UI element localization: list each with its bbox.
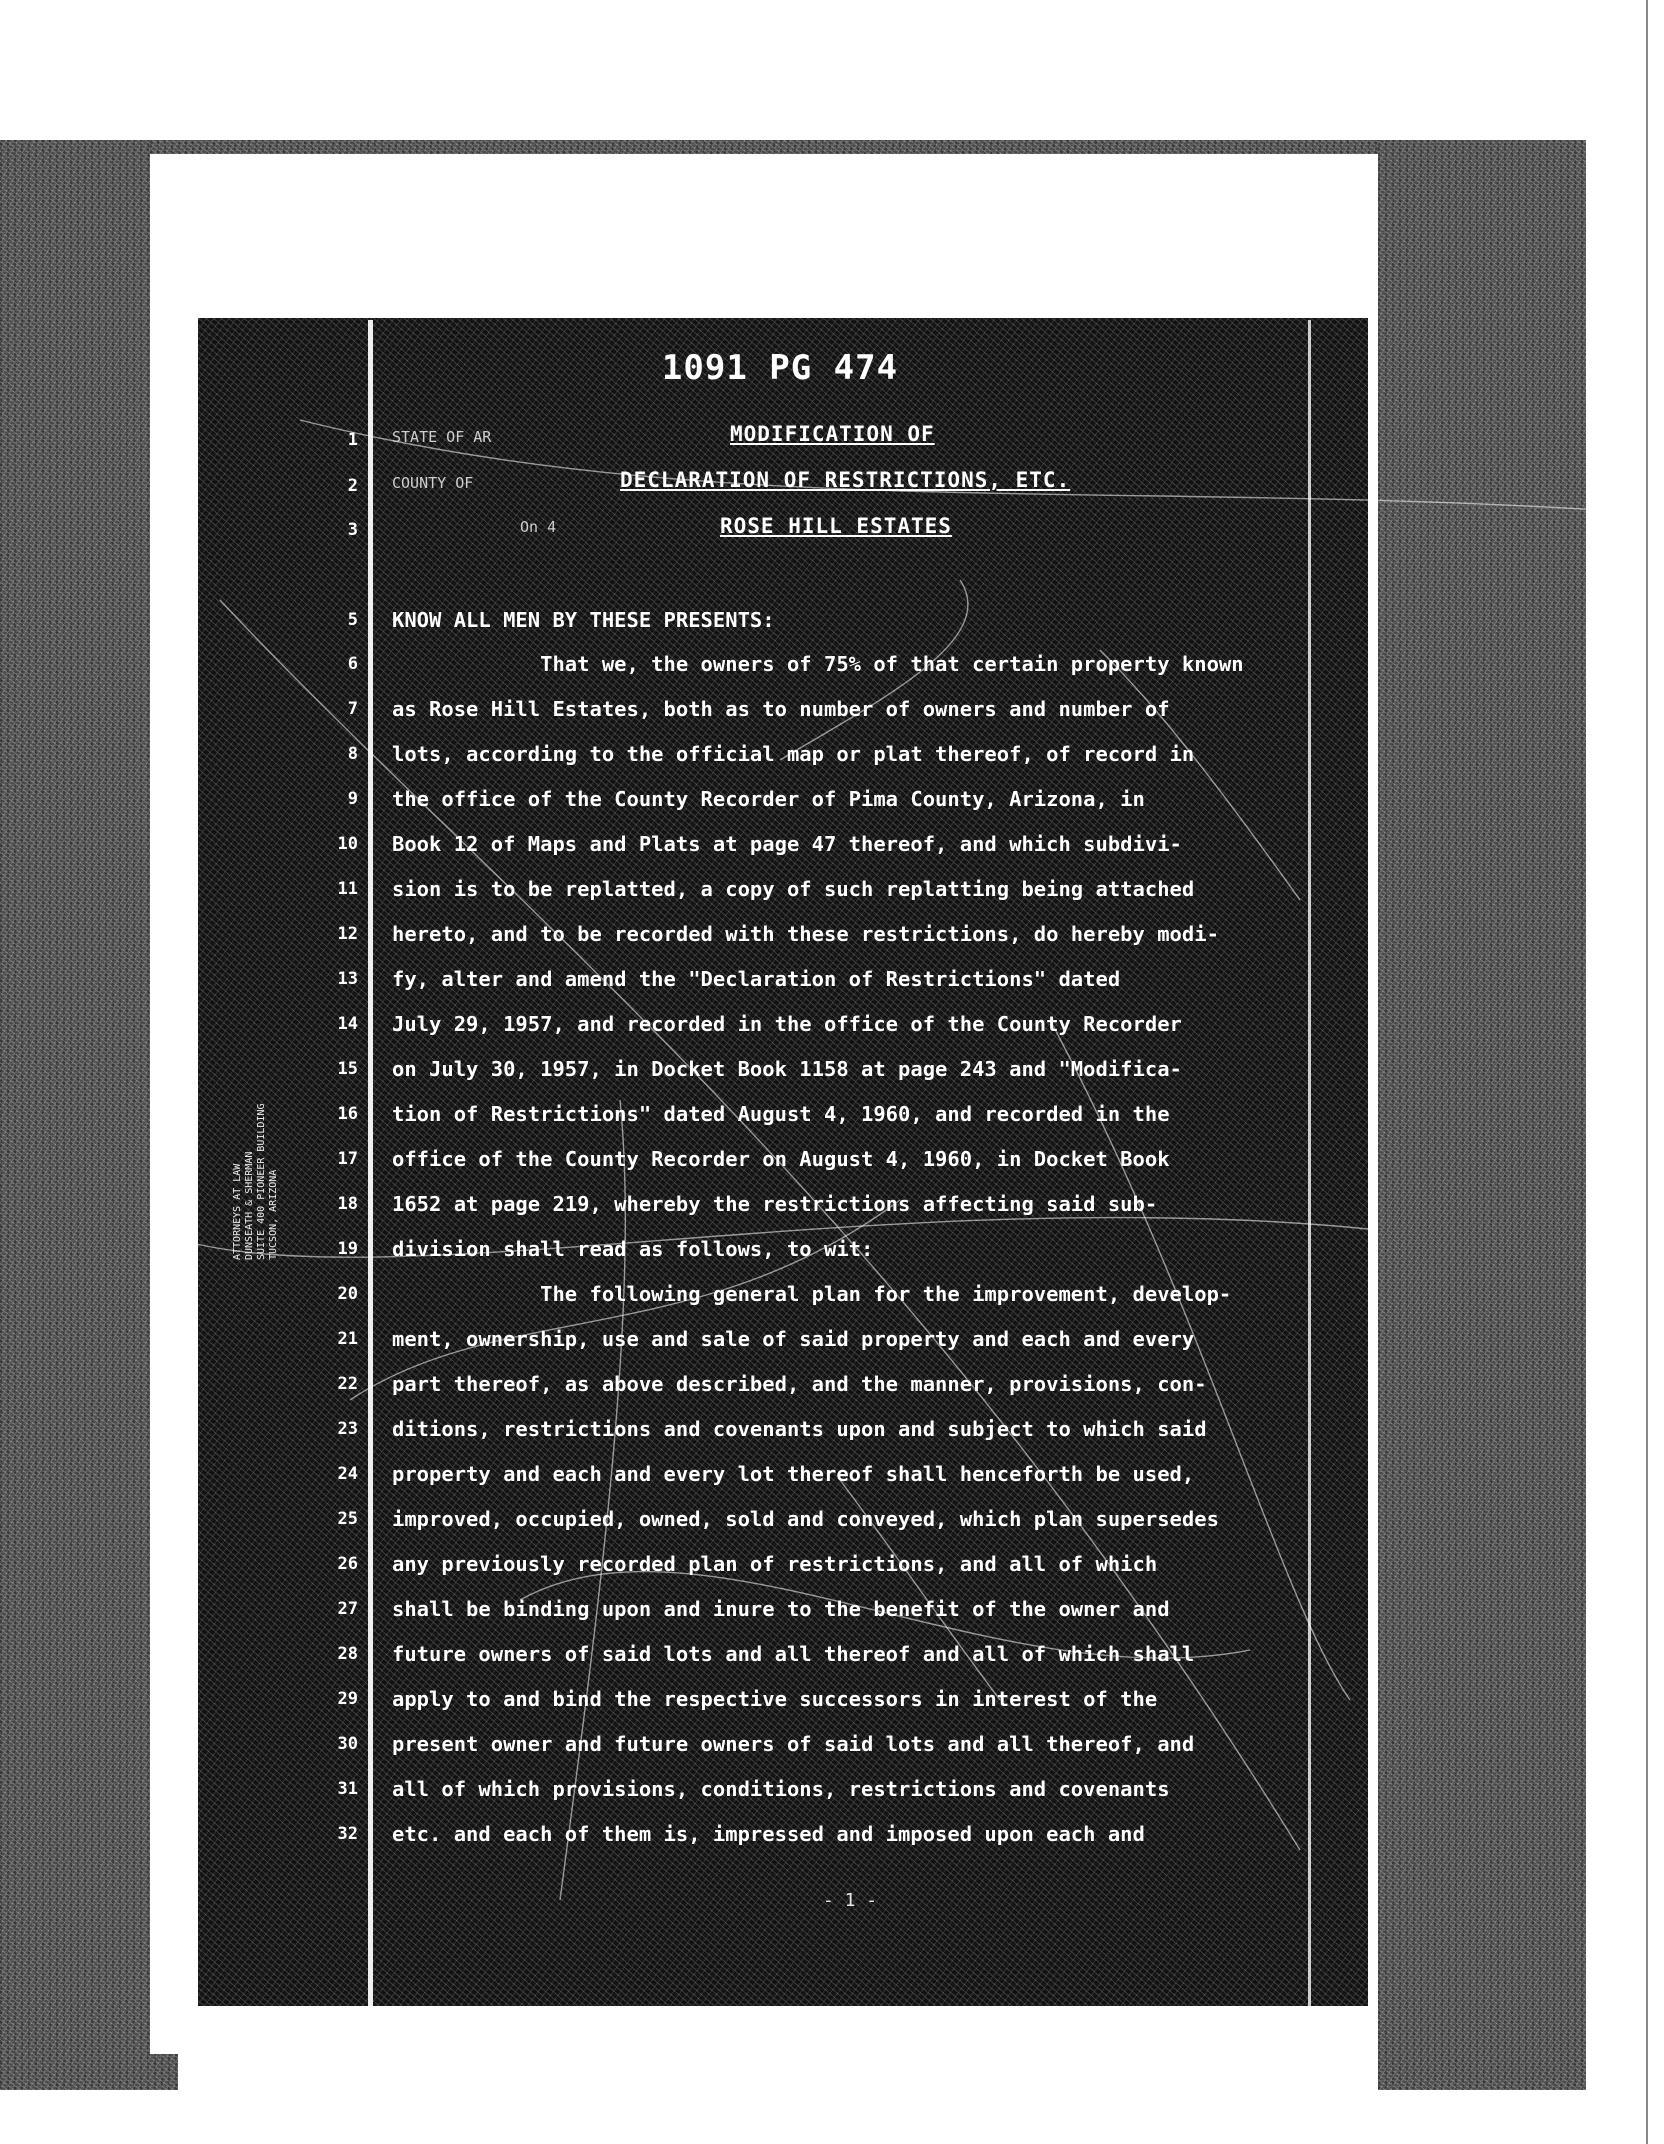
- line-number: 24: [337, 1464, 358, 1484]
- body-text-line: present owner and future owners of said lots and all thereof, and: [392, 1732, 1195, 1756]
- line-number: 13: [337, 969, 358, 989]
- line-number: 29: [337, 1689, 358, 1709]
- document-title: ROSE HILL ESTATES: [720, 514, 952, 538]
- notary-header-line: COUNTY OF: [392, 474, 474, 492]
- body-text-line: hereto, and to be recorded with these restrictions, do hereby modi-: [392, 922, 1219, 946]
- notary-header-line: STATE OF AR: [392, 428, 492, 446]
- body-text-line: 1652 at page 219, whereby the restrictions affecting said sub-: [392, 1192, 1158, 1216]
- line-number: 1: [347, 430, 358, 450]
- line-number: 17: [337, 1149, 358, 1169]
- line-number: 7: [347, 699, 358, 719]
- line-number: 32: [337, 1824, 358, 1844]
- body-text-line: part thereof, as above described, and the manner, provisions, con-: [392, 1372, 1207, 1396]
- body-text-line: all of which provisions, conditions, restrictions and covenants: [392, 1777, 1170, 1801]
- body-text-line: That we, the owners of 75% of that certain property known: [392, 652, 1244, 676]
- body-text-line: shall be binding upon and inure to the benefit of the owner and: [392, 1597, 1170, 1621]
- body-text-line: future owners of said lots and all thereof and all of which shall: [392, 1642, 1195, 1666]
- document-title: DECLARATION OF RESTRICTIONS, ETC.: [620, 468, 1071, 492]
- body-text-line: lots, according to the official map or plat thereof, of record in: [392, 742, 1195, 766]
- line-number: 22: [337, 1374, 358, 1394]
- line-number: 18: [337, 1194, 358, 1214]
- stamp-line: ATTORNEYS AT LAW: [232, 1163, 243, 1260]
- body-text-line: property and each and every lot thereof shall henceforth be used,: [392, 1462, 1195, 1486]
- line-number: 26: [337, 1554, 358, 1574]
- body-text-line: any previously recorded plan of restrictions, and all of which: [392, 1552, 1158, 1576]
- body-text-line: KNOW ALL MEN BY THESE PRESENTS:: [392, 608, 775, 632]
- body-text-line: the office of the County Recorder of Pima County, Arizona, in: [392, 787, 1145, 811]
- body-text-line: The following general plan for the improvement, develop-: [392, 1282, 1232, 1306]
- line-number: 25: [337, 1509, 358, 1529]
- body-text-line: July 29, 1957, and recorded in the office of the County Recorder: [392, 1012, 1182, 1036]
- line-number: 10: [337, 834, 358, 854]
- body-text-line: etc. and each of them is, impressed and imposed upon each and: [392, 1822, 1145, 1846]
- recording-book-page: 1091 PG 474: [661, 348, 899, 388]
- body-text-line: ment, ownership, use and sale of said property and each and every: [392, 1327, 1195, 1351]
- line-number: 21: [337, 1329, 358, 1349]
- line-number: 15: [337, 1059, 358, 1079]
- scan-noise-top: [150, 140, 1378, 154]
- page-number: - 1 -: [822, 1890, 878, 1911]
- line-number: 6: [347, 654, 358, 674]
- body-text-line: fy, alter and amend the "Declaration of Restrictions" dated: [392, 967, 1121, 991]
- body-text-line: office of the County Recorder on August 4, 1960, in Docket Book: [392, 1147, 1170, 1171]
- line-number: 28: [337, 1644, 358, 1664]
- scan-noise-right: [1378, 140, 1586, 2090]
- page-border-line: [1646, 0, 1648, 2144]
- line-number: 11: [337, 879, 358, 899]
- notary-header-line: On 4: [520, 518, 557, 536]
- body-text-line: tion of Restrictions" dated August 4, 1960, and recorded in the: [392, 1102, 1170, 1126]
- line-number: 16: [337, 1104, 358, 1124]
- line-number: 19: [337, 1239, 358, 1259]
- bottom-margin: [198, 2006, 1378, 2054]
- line-number: 23: [337, 1419, 358, 1439]
- body-text-line: improved, occupied, owned, sold and conveyed, which plan supersedes: [392, 1507, 1219, 1531]
- line-number: 30: [337, 1734, 358, 1754]
- document-title: MODIFICATION OF: [730, 422, 935, 446]
- line-number: 9: [347, 789, 358, 809]
- line-number: 8: [347, 744, 358, 764]
- body-text-line: division shall read as follows, to wit:: [392, 1237, 874, 1261]
- line-number: 5: [347, 610, 358, 630]
- body-text-line: apply to and bind the respective successors in interest of the: [392, 1687, 1158, 1711]
- body-text-line: Book 12 of Maps and Plats at page 47 thereof, and which subdivi-: [392, 832, 1182, 856]
- stamp-line: DUNSEATH & SHERMAN: [244, 1151, 255, 1260]
- line-number: 12: [337, 924, 358, 944]
- line-number: 27: [337, 1599, 358, 1619]
- stamp-line: SUITE 400 PIONEER BUILDING: [256, 1103, 267, 1260]
- body-text-line: ditions, restrictions and covenants upon and subject to which said: [392, 1417, 1207, 1441]
- right-margin-rule: [1308, 320, 1311, 2010]
- body-text-line: sion is to be replatted, a copy of such replatting being attached: [392, 877, 1195, 901]
- body-text-line: as Rose Hill Estates, both as to number of owners and number of: [392, 697, 1170, 721]
- left-margin-rule: [368, 320, 373, 2020]
- body-text-line: on July 30, 1957, in Docket Book 1158 at page 243 and "Modifica-: [392, 1057, 1182, 1081]
- stamp-line: TUCSON, ARIZONA: [268, 1169, 279, 1260]
- line-number: 31: [337, 1779, 358, 1799]
- line-number: 20: [337, 1284, 358, 1304]
- line-number: 2: [347, 476, 358, 496]
- attorney-stamp: [232, 1000, 292, 1260]
- line-number: 3: [347, 520, 358, 540]
- line-number: 14: [337, 1014, 358, 1034]
